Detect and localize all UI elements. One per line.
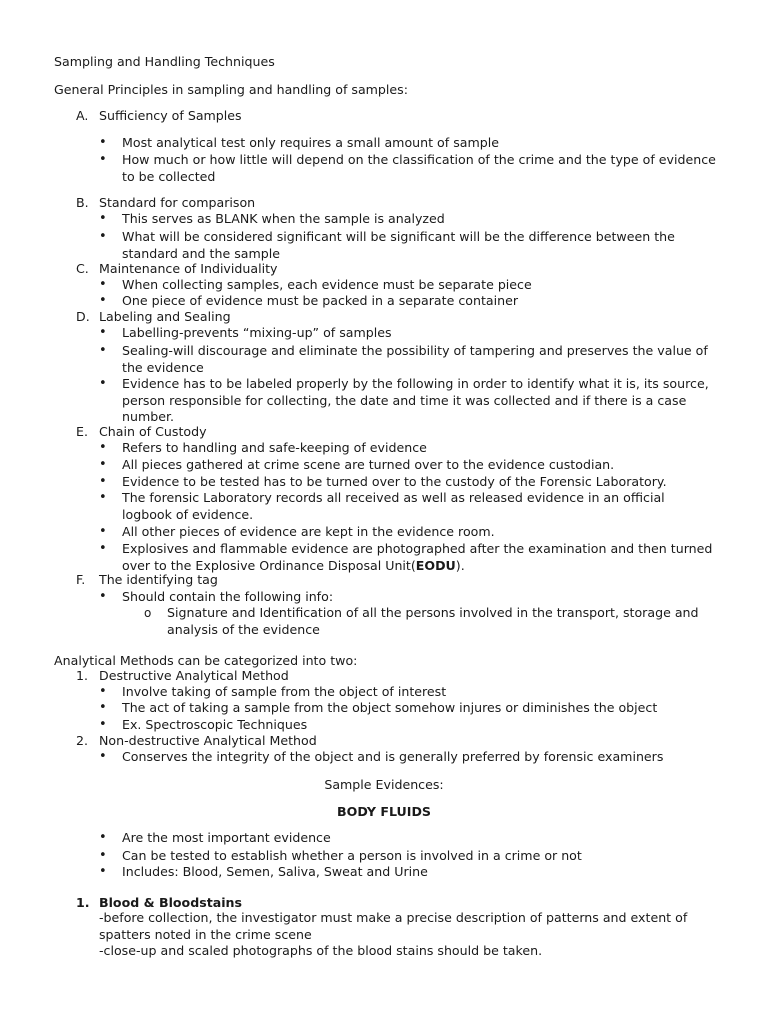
section-marker: F. [76,572,86,587]
eodu-abbreviation: EODU [415,557,456,573]
sample-evidences-heading: Sample Evidences: [324,777,444,792]
section-heading: The identifying tag [99,572,218,587]
blood-marker: 1. [76,895,90,910]
section-heading: Labeling and Sealing [99,309,231,324]
section-heading: Standard for comparison [99,195,256,210]
document-page: Sampling and Handling Techniques General Principles in sampling and handling of samples: A. Sufficiency of Samples • Most analytical test only requires a small amount of sample • How much or how little will depend on the classification of the crime and the type of evidence to be collected B. Standard for comparison • This serves as BLANK when the sample is analyzed • What will be considered significant will be significant will be the difference between the standard and the sample C. Maintenance of Individuality • When collecting samples, each evidence must be separate piece • One piece of evidence must be packed in a separate container D. Labeling and Sealing • Labelling-prevents “mixing-up” of samples • Sealing-will discourage and eliminate the possibility of tampering and preserves the value of the evidence • Evidence has to be labeled properly by the following in order to identify what it is, its source, person responsible for collecting, the date and time it was collected and if there is a case number. E. Chain of Custody • Refers to handling and safe-keeping of evidence • All pieces gathered at crime scene are turned over to the evidence custodian. • Evidence to be tested has to be turned over to the custody of the Forensic Laboratory. • The forensic Laboratory records all received as well as released evidence in an official logbook of evidence. • All other pieces of evidence are kept in the evidence room. • Explosives and flammable evidence are photographed after the examination and then turned over to the Explosive Ordinance Disposal Unit(EODU). F. The identifying tag • Should contain the following info: o Signature and Identification of all the persons involved in the transport, storage and analysis of the evidence Analytical Methods can be categorized into two: 1. Destructive Analytical Method • Involve taking of sample from the object of interest • The act of taking a sample from the object somehow injures or diminishes the object • Ex. Spectroscopic Techniques 2. Non-destructive Analytical Method • Conserves the integrity of the object and is generally preferred by forensic examiners Sample Evidences: BODY FLUIDS • Are the most important evidence • Can be tested to establish whether a person is involved in a crime or not • Includes: Blood, Semen, Saliva, Sweat and Urine 1. Blood & Bloodstains -before collection, the investigator must make a precise description of patterns and extent of spatters noted in the crime scene -close-up and scaled photographs of the blood stains should be taken. [0,0,768,1024]
document-title: Sampling and Handling Techniques [54,54,275,69]
section-marker: D. [76,309,90,324]
method-marker: 1. [76,668,89,683]
method-heading: Non-destructive Analytical Method [99,733,317,748]
method-marker: 2. [76,733,89,748]
method-heading: Destructive Analytical Method [99,668,289,683]
section-marker: B. [76,195,89,210]
blood-heading: Blood & Bloodstains [99,895,243,910]
blood-photo-note: -close-up and scaled photographs of the blood stains should be taken. [99,943,543,958]
general-principles-heading: General Principles in sampling and handling of samples: [54,82,408,97]
analytical-methods-heading: Analytical Methods can be categorized into two: [54,653,358,668]
section-heading: Maintenance of Individuality [99,261,278,276]
blood-description: -before collection, the investigator must make a precise description of patterns and extent of spatters noted in the crime scene [99,910,688,942]
section-marker: E. [76,424,88,439]
body-fluids-heading: BODY FLUIDS [337,804,431,819]
section-heading: Chain of Custody [99,424,207,439]
section-marker: A. [76,108,89,123]
section-marker: C. [76,261,89,276]
section-heading: Sufficiency of Samples [99,108,242,123]
